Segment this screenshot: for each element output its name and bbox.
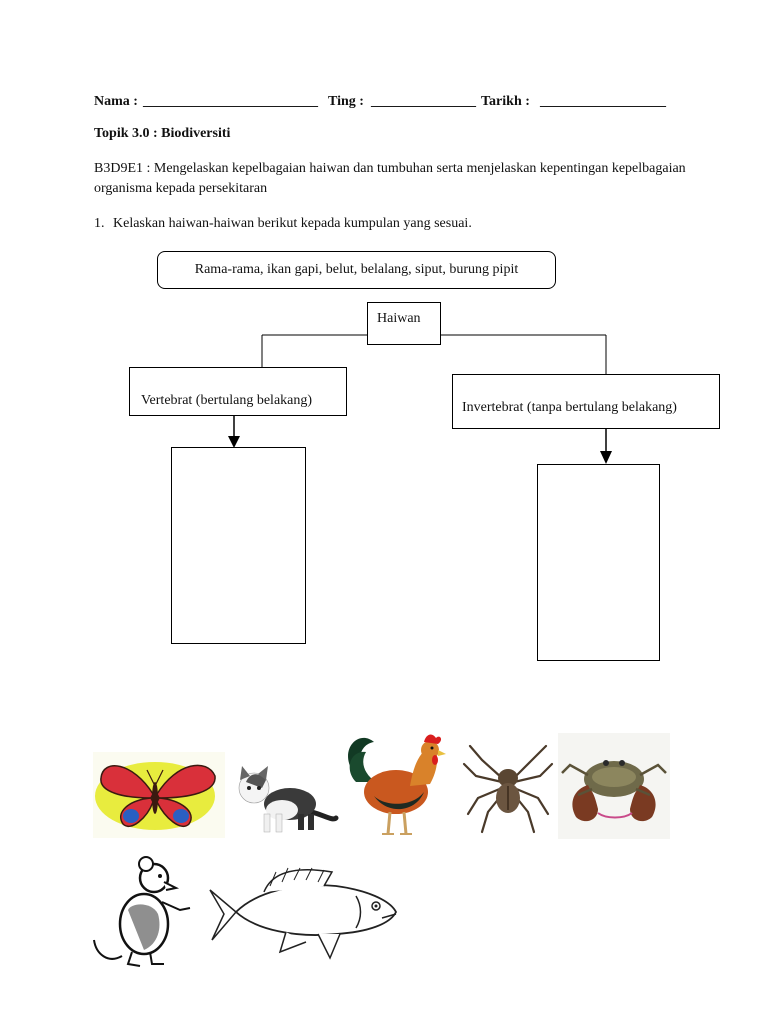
rooster-image: [340, 726, 452, 838]
animal-list-text: Rama-rama, ikan gapi, belut, belalang, siput, burung pipit: [194, 262, 519, 277]
invertebrate-answer-box[interactable]: [537, 464, 660, 661]
date-field[interactable]: __________________: [540, 94, 666, 109]
kitten-image: [232, 758, 340, 836]
topic-title: Topik 3.0 : Biodiversiti: [94, 126, 231, 141]
fish-image: [206, 862, 400, 964]
vertebrate-category-label: Vertebrat (bertulang belakang): [141, 393, 313, 408]
question-text: Kelaskan haiwan-haiwan berikut kepada kumpulan yang sesuai.: [113, 216, 472, 231]
butterfly-image: [93, 752, 225, 838]
name-field[interactable]: _________________________: [143, 94, 318, 109]
root-node-label: Haiwan: [377, 311, 421, 326]
vertebrate-answer-box[interactable]: [171, 447, 306, 644]
form-field[interactable]: _______________: [371, 94, 476, 109]
name-label: Nama :: [94, 94, 138, 109]
crab-image: [558, 733, 670, 839]
learning-objective: B3D9E1 : Mengelaskan kepelbagaian haiwan dan tumbuhan serta menjelaskan kepentingan kepelbagaian organisma kepada persekitaran: [94, 161, 686, 196]
date-label: Tarikh :: [481, 94, 530, 109]
invertebrate-category-label: Invertebrat (tanpa bertulang belakang): [462, 400, 677, 415]
form-label: Ting :: [328, 94, 364, 109]
spider-image: [462, 738, 554, 836]
question-number: 1.: [94, 216, 105, 231]
rat-image: [92, 852, 208, 970]
